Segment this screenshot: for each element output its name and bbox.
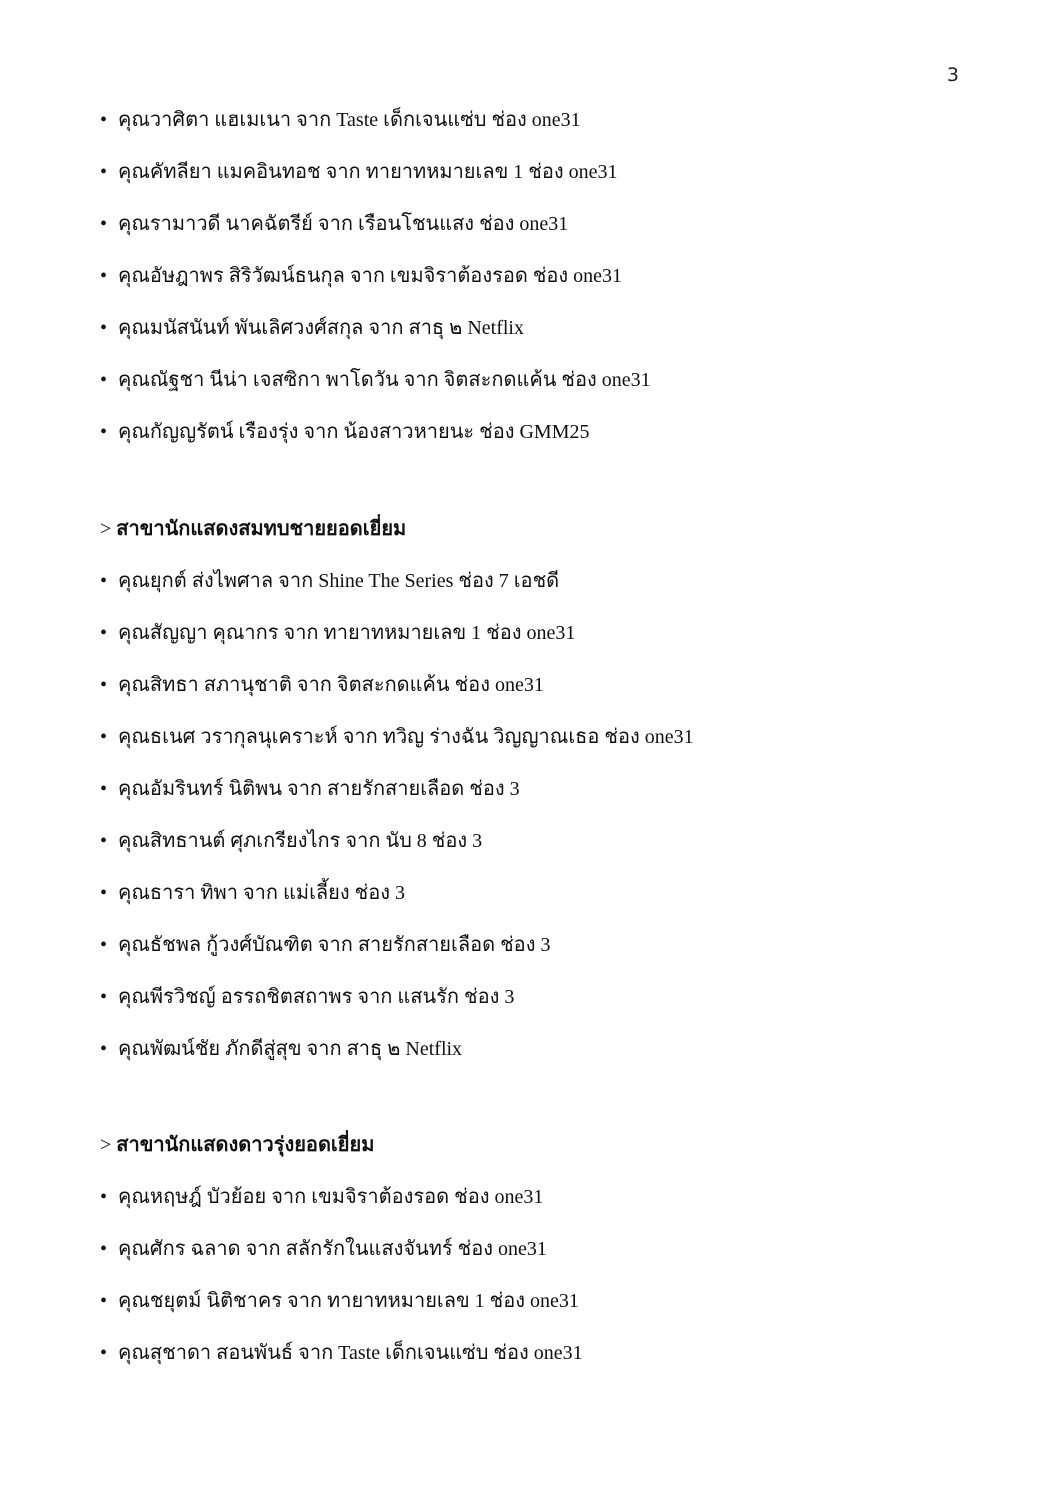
bullet: • (100, 830, 108, 852)
list-item (100, 777, 960, 829)
list-item (100, 881, 960, 933)
list-item (100, 1341, 960, 1393)
section-title: สาขานักแสดงดาวรุ่งยอดเยี่ยม (116, 1134, 375, 1156)
nominee-text: คุณสิทธานต์ ศุภเกรียงไกร จาก นับ 8 ช่อง 3 (118, 830, 483, 852)
nominee-text: คุณศักร ฉลาด จาก สลักรักในแสงจันทร์ ช่อง one31 (118, 1238, 547, 1260)
list-item (100, 1037, 960, 1089)
nominee-text: คุณพีรวิชญ์ อรรถชิตสถาพร จาก แสนรัก ช่อง 3 (118, 986, 515, 1008)
list-item (100, 160, 960, 212)
list-item (100, 933, 960, 985)
bullet: • (100, 986, 108, 1008)
nominee-text: คุณพัฒน์ชัย ภักดีสู่สุข จาก สาธุ ๒ Netflix (118, 1038, 463, 1060)
nominee-text: คุณหฤษฎ์ บัวย้อย จาก เขมจิราต้องรอด ช่อง one31 (118, 1186, 544, 1208)
nominee-text: คุณวาศิตา แฮเมเนา จาก Taste เด็กเจนแซ่บ ช่อง one31 (118, 109, 581, 131)
section-rising-star (100, 1133, 960, 1393)
nominee-text: คุณสุชาดา สอนพันธ์ จาก Taste เด็กเจนแซ่บ ช่อง one31 (118, 1342, 583, 1364)
bullet: • (100, 570, 108, 592)
nominee-text: คุณคัทลียา แมคอินทอช จาก ทายาทหมายเลข 1 ช่อง one31 (118, 161, 618, 183)
bullet: • (100, 882, 108, 904)
bullet: • (100, 109, 108, 131)
list-item (100, 420, 960, 472)
heading-marker: > (100, 1134, 112, 1156)
bullet: • (100, 421, 108, 443)
list-item (100, 985, 960, 1037)
bullet: • (100, 778, 108, 800)
list-item (100, 673, 960, 725)
nominee-text: คุณณัฐชา นีน่า เจสซิกา พาโดวัน จาก จิตสะกดแค้น ช่อง one31 (118, 369, 651, 391)
list-item (100, 725, 960, 777)
bullet: • (100, 1238, 108, 1260)
nominee-text: คุณมนัสนันท์ พันเลิศวงศ์สกุล จาก สาธุ ๒ Netflix (118, 317, 524, 339)
bullet: • (100, 161, 108, 183)
list-item (100, 368, 960, 420)
list-item (100, 316, 960, 368)
bullet: • (100, 1186, 108, 1208)
bullet: • (100, 317, 108, 339)
list-item (100, 1237, 960, 1289)
nominee-text: คุณธเนศ วรากุลนุเคราะห์ จาก ทวิญ ร่างฉัน วิญญาณเธอ ช่อง one31 (118, 726, 694, 748)
nominee-text: คุณชยุตม์ นิติชาคร จาก ทายาทหมายเลข 1 ช่อง one31 (118, 1290, 579, 1312)
list-item (100, 212, 960, 264)
list-item (100, 1185, 960, 1237)
nominee-text: คุณยุกต์ ส่งไพศาล จาก Shine The Series ช่อง 7 เอชดี (118, 570, 560, 592)
nominee-text: คุณอัมรินทร์ นิติพน จาก สายรักสายเลือด ช่อง 3 (118, 778, 520, 800)
nominee-text: คุณอัษฎาพร สิริวัฒน์ธนกุล จาก เขมจิราต้องรอด ช่อง one31 (118, 265, 623, 287)
nominee-text: คุณกัญญรัตน์ เรืองรุ่ง จาก น้องสาวหายนะ ช่อง GMM25 (118, 421, 590, 443)
list-item (100, 1289, 960, 1341)
list-item (100, 569, 960, 621)
page-number: 3 (946, 64, 959, 86)
nominee-text: คุณธารา ทิพา จาก แม่เลี้ยง ช่อง 3 (118, 882, 406, 904)
bullet: • (100, 1290, 108, 1312)
bullet: • (100, 726, 108, 748)
heading-marker: > (100, 518, 112, 540)
list-item (100, 829, 960, 881)
bullet: • (100, 265, 108, 287)
bullet: • (100, 1038, 108, 1060)
nominee-text: คุณสัญญา คุณากร จาก ทายาทหมายเลข 1 ช่อง one31 (118, 622, 576, 644)
list-item (100, 108, 960, 160)
bullet: • (100, 622, 108, 644)
section-heading (100, 517, 960, 569)
list-item (100, 264, 960, 316)
section-heading (100, 1133, 960, 1185)
bullet: • (100, 934, 108, 956)
list-item (100, 621, 960, 673)
bullet: • (100, 369, 108, 391)
bullet: • (100, 213, 108, 235)
section-supporting-actor (100, 517, 960, 1089)
nominee-text: คุณรามาวดี นาคฉัตรีย์ จาก เรือนโชนแสง ช่อง one31 (118, 213, 569, 235)
nominee-text: คุณธัชพล กู้วงศ์บัณฑิต จาก สายรักสายเลือด ช่อง 3 (118, 934, 551, 956)
bullet: • (100, 674, 108, 696)
bullet: • (100, 1342, 108, 1364)
section-title: สาขานักแสดงสมทบชายยอดเยี่ยม (116, 518, 407, 540)
nominee-text: คุณสิทธา สภานุชาติ จาก จิตสะกดแค้น ช่อง one31 (118, 674, 544, 696)
nominee-list-continued (100, 108, 960, 472)
